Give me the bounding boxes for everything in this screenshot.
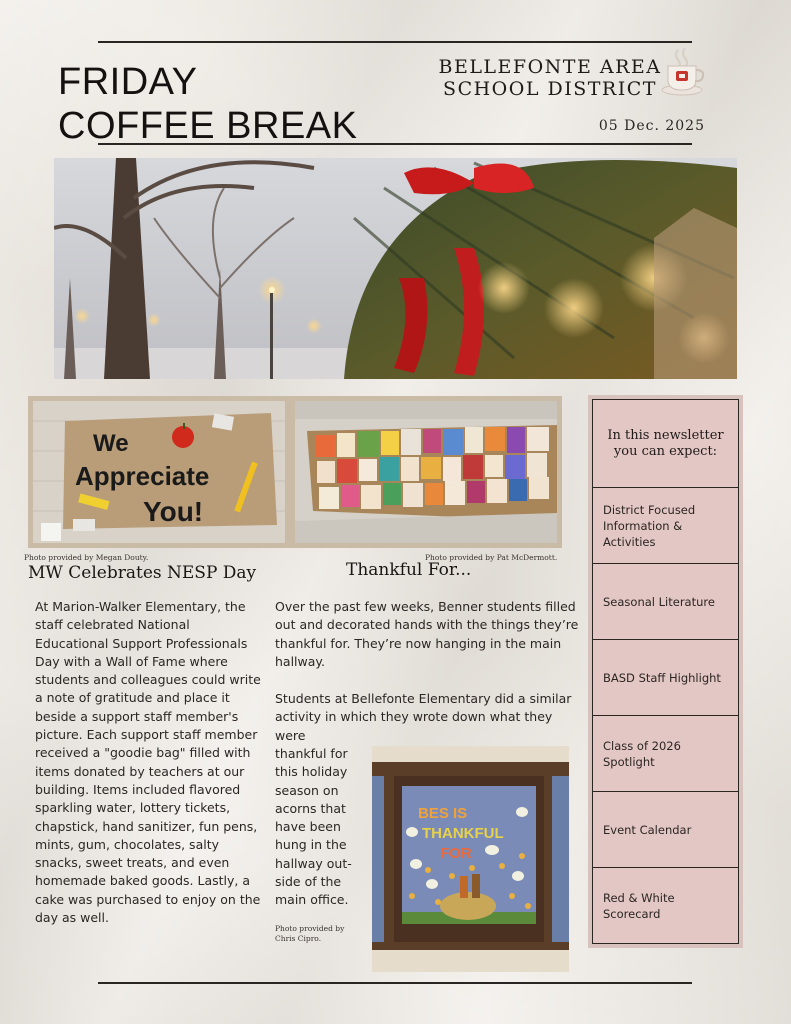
article2-heading: Thankful For... <box>346 560 472 580</box>
article2-para1: Over the past few weeks, Benner students filled out and decorated hands with the things they’re thankful for. They’re now hanging in the main hallway. <box>275 599 579 669</box>
sign-text-appreciate: Appreciate <box>75 461 210 491</box>
contents-item-seasonal-literature: Seasonal Literature <box>593 564 738 640</box>
photo2-credit: Photo provided by Pat McDermott. <box>425 553 558 562</box>
title-line-1: FRIDAY <box>58 61 198 103</box>
bottom-rule <box>98 982 692 984</box>
article2-para2-wrap: thankful for this holiday season on acorns that have been hung in the hallway out-side of the main office. <box>275 746 352 908</box>
district-line-1: BELLEFONTE AREA <box>438 56 662 78</box>
contents-box <box>592 399 739 944</box>
newsletter-contents-sidebar <box>588 395 743 948</box>
window-text: BES IS <box>418 805 468 822</box>
sign-text-we: We <box>93 430 129 457</box>
contents-header: In this newsletter you can expect: <box>593 400 738 488</box>
contents-item-scorecard: Red & White Scorecard <box>603 890 675 921</box>
coffee-cup-icon <box>660 46 706 98</box>
title-line-2: COFFEE BREAK <box>58 105 358 147</box>
issue-date: 05 Dec. 2025 <box>598 118 705 134</box>
contents-item-event-calendar: Event Calendar <box>593 792 738 868</box>
article2-para2: Students at Bellefonte Elementary did a similar activity in which they wrote down what they were <box>275 691 572 743</box>
sign-text-you: You! <box>143 496 204 527</box>
svg-text:THANKFUL: THANKFUL <box>422 825 504 842</box>
svg-text:FOR: FOR <box>440 845 472 862</box>
contents-item-district-info: District Focused Information & Activities <box>593 488 738 564</box>
photo3-credit: Photo provided by Chris Cipro. <box>275 924 345 943</box>
newsletter-title <box>58 60 388 148</box>
article1-body: At Marion-Walker Elementary, the staff celebrated National Educational Support Professionals Day with a Wall of Fame where students and colleagues could write a note of gratitude and place it beside a support staff member's picture. Each support staff member received a "goodie bag" filled with items donated by teachers at our building. Items included flavored sparkling water, lottery tickets, chapstick, hand sanitizer, fun pens, mints, gum, chocolates, salty snacks, sweet treats, and even homemade baked goods. Lastly, a cake was purchased to enjoy on the day as well. <box>35 599 261 926</box>
top-rule <box>98 41 692 43</box>
photo-thankful-window <box>372 746 569 972</box>
photo-thankful-hands-wall <box>290 396 562 548</box>
contents-item-class-spotlight: Class of 2026 Spotlight <box>593 716 738 792</box>
photo-appreciate-sign <box>28 396 290 548</box>
article1-heading: MW Celebrates NESP Day <box>28 563 257 583</box>
district-line-2: SCHOOL DISTRICT <box>443 78 657 100</box>
contents-item-staff-highlight: BASD Staff Highlight <box>593 640 738 716</box>
photo1-credit: Photo provided by Megan Douty. <box>24 553 149 562</box>
district-name <box>430 56 670 100</box>
hero-winter-photo <box>54 158 737 379</box>
